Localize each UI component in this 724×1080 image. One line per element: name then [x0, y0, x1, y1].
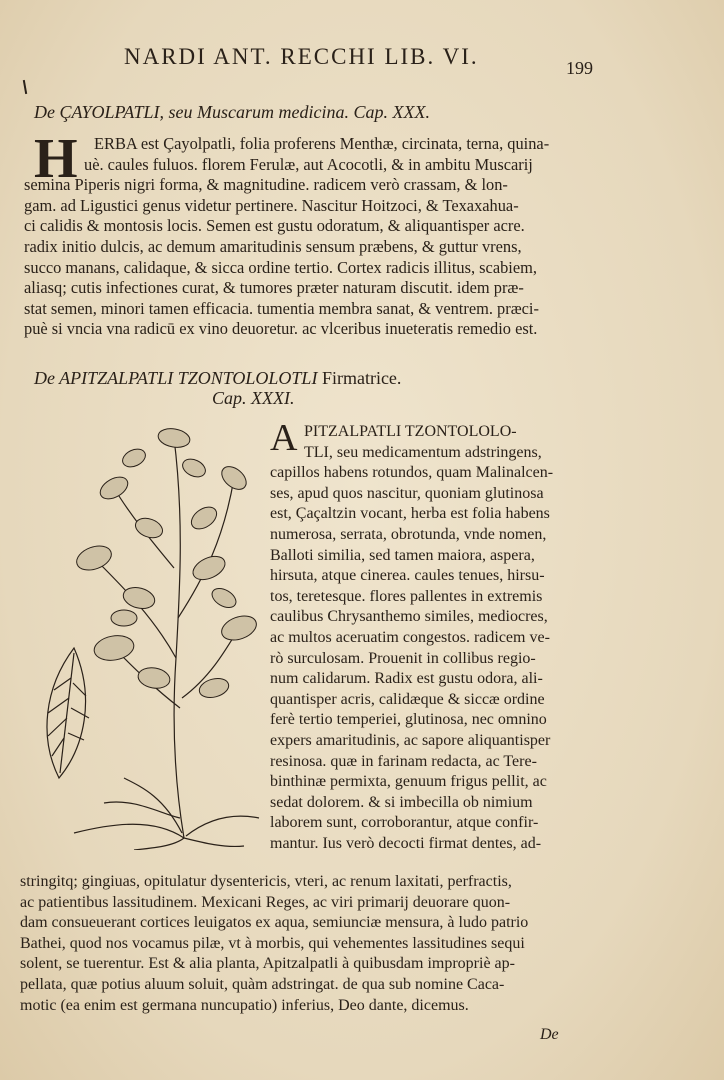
text-line: tos, teretesque. flores pallentes in extremis	[270, 587, 543, 605]
text-line: aliasq; cutis infectiones curat, & tumores præter naturam discutit. idem præ-	[24, 278, 524, 298]
running-head: NARDI ANT. RECCHI LIB. VI.	[124, 44, 479, 69]
catchword: De	[540, 1026, 559, 1043]
text-line: num calidarum. Radix est gustu odora, ali-	[270, 670, 543, 688]
text-line: gam. ad Ligustici genus videtur pertinere. Nascitur Hoitzoci, & Texaxahua-	[24, 195, 519, 215]
text-line: radix initio dulcis, ac demum amaritudinis sensum præbens, & guttur vrens,	[24, 236, 522, 256]
chapter-31-title-roman: Firmatrice.	[321, 368, 402, 388]
text-line: motic (ea enim est germana nuncupatio) inferius, Deo dante, dicemus.	[20, 996, 469, 1014]
plant-illustration	[34, 418, 266, 850]
text-line: semina Piperis nigri forma, & magnitudine. radicem verò crassam, & lon-	[24, 175, 508, 195]
text-line: numerosa, serrata, obrotunda, vnde nomen,	[270, 525, 547, 543]
text-line: caulibus Chrysanthemo similes, mediocres,	[270, 608, 548, 626]
text-line: resinosa. quæ in farinam redacta, ac Tere-	[270, 752, 537, 770]
text-line: ac multos aceruatim congestos. radicem ve-	[270, 628, 550, 646]
text-line: ferè tertio temperiei, glutinosa, nec omnino	[270, 711, 547, 729]
drop-cap-a: A	[270, 417, 298, 459]
text-line: est, Çaçaltzin vocant, herba est folia habens	[270, 505, 550, 523]
text-line: Bathei, quod nos vocamus pilæ, vt à morbis, qui vehementes lassitudines sequi	[20, 934, 525, 952]
chapter-30-text	[24, 128, 704, 340]
text-line: ac patientibus lassitudinem. Mexicani Reges, ac viri primarij deuorare quon-	[20, 893, 511, 911]
text-line: quantisper acris, calidæque & siccæ ordine	[270, 690, 545, 708]
text-line: rò surculosam. Prouenit in collibus regio-	[270, 649, 536, 667]
text-line: Balloti similia, sed tamen maiora, aspera,	[270, 546, 535, 564]
text-line: succo manans, calidaque, & sicca ordine tertio. Cortex radicis illitus, scabiem,	[24, 257, 537, 277]
text-line: laborem sunt, corroborantur, atque confir-	[270, 814, 539, 832]
text-line: solent, se tuerentur. Est & alia planta, Apitzalpatli à quibusdam impropriè ap-	[20, 955, 515, 973]
chapter-31-full-text	[20, 872, 700, 1016]
text-line: capillos habens rotundos, quam Malinalcen-	[270, 464, 554, 482]
text-line: TLI, seu medicamentum adstringens,	[304, 443, 542, 461]
text-line: sedat dolorem. & si imbecilla ob nimium	[270, 793, 533, 811]
margin-mark	[23, 80, 27, 94]
text-line: puè si vncia vna radicū ex vino deuoretur. ac vlceribus inueteratis remedio est.	[24, 319, 538, 339]
text-line: PITZALPATLI TZONTOLOLO-	[304, 423, 517, 440]
chapter-30-title: De ÇAYOLPATLI, seu Muscarum medicina.	[34, 102, 349, 122]
text-line: ses, apud quos nascitur, quoniam glutinosa	[270, 484, 544, 502]
chapter-31-narrow-text	[270, 417, 600, 854]
chapter-31-title: De APITZALPATLI TZONTOLOLOTLI	[34, 368, 318, 388]
text-line: stringitq; gingiuas, opitulatur dysentericis, vteri, ac renum laxitati, perfractis,	[20, 873, 512, 890]
chapter-31-heading	[34, 368, 401, 389]
text-line: expers amaritudinis, ac sapore aliquantisper	[270, 731, 551, 749]
text-line: binthinæ permixta, genuum frigus pellit, ac	[270, 773, 547, 791]
text-line: dam consueuerant cortices leuigatos ex aqua, semiunciæ mensura, à ludo patrio	[20, 914, 529, 932]
text-line: ERBA est Çayolpatli, folia proferens Menthæ, circinata, terna, quina-	[94, 134, 550, 153]
text-line: mantur. Ius verò decocti firmat dentes, ad-	[270, 834, 542, 852]
page-number: 199	[566, 58, 593, 78]
chapter-30-heading	[34, 102, 430, 123]
chapter-30-cap: Cap. XXX.	[353, 102, 430, 122]
drop-cap-h: H	[34, 128, 78, 190]
chapter-31-cap: Cap. XXXI.	[212, 388, 295, 408]
text-line: pellata, quæ potius aluum soluit, quàm adstringat. de qua sub nomine Caca-	[20, 975, 505, 993]
text-line: uè. caules fuluos. florem Ferulæ, aut Acocotli, & in ambitu Muscarij	[84, 154, 533, 174]
text-line: hirsuta, atque cinerea. caules tenues, hirsu-	[270, 567, 545, 585]
text-line: ci calidis & montosis locis. Semen est gustu odoratum, & aliquantisper acre.	[24, 216, 525, 236]
text-line: stat semen, minori tamen efficacia. tumentia membra sanat, & ventrem. præci-	[24, 298, 539, 318]
